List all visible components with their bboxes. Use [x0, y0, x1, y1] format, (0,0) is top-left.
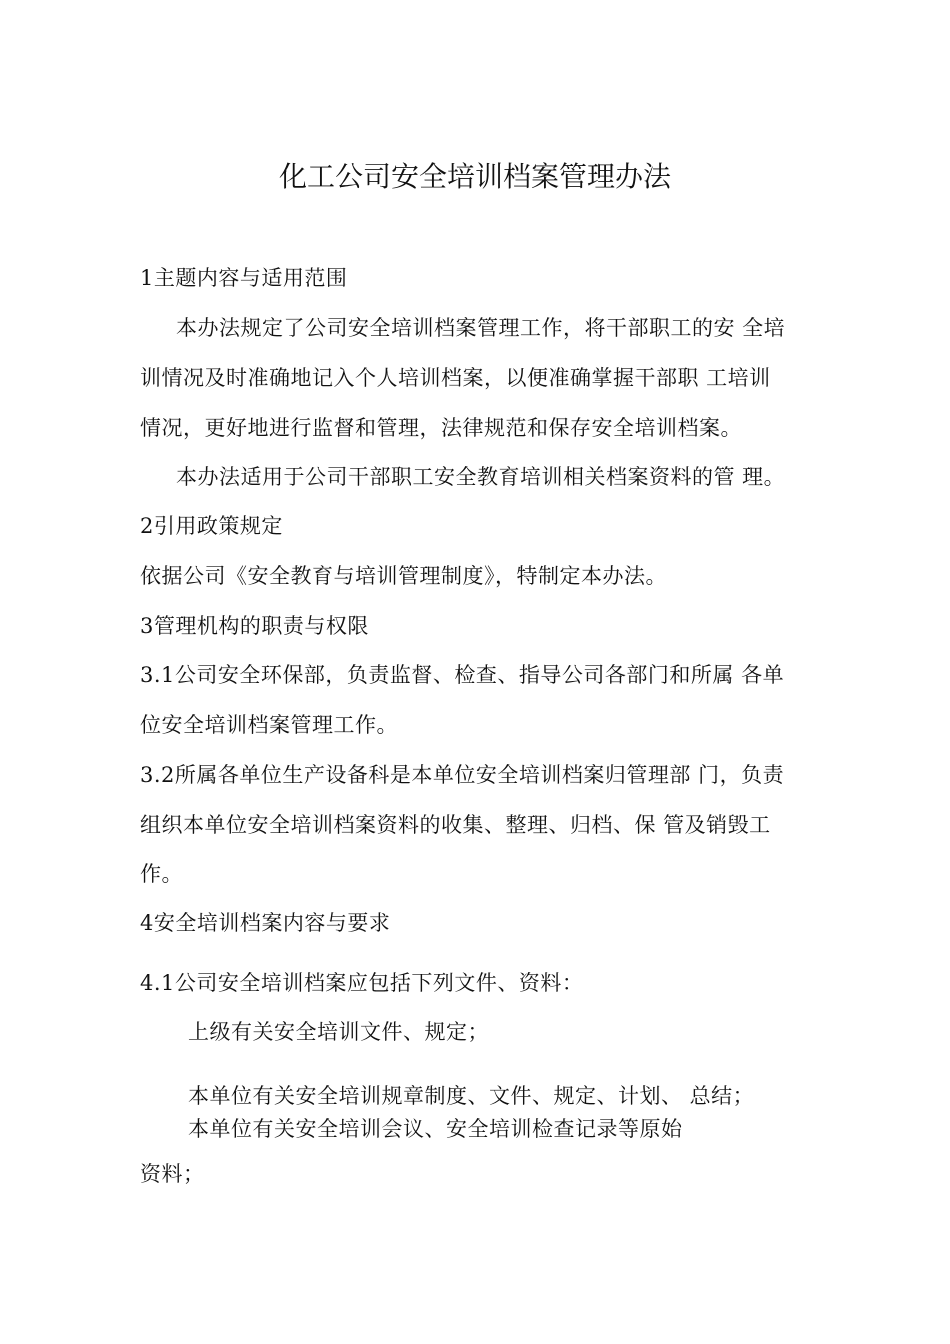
paragraph-line: 本办法规定了公司安全培训档案管理工作，将干部职工的安 全培 — [176, 316, 786, 340]
list-item: 上级有关安全培训文件、规定； — [188, 1020, 489, 1044]
clause-line: 4.1公司安全培训档案应包括下列文件、资料： — [140, 971, 584, 995]
list-item-continuation: 资料； — [140, 1162, 205, 1186]
clause-line: 组织本单位安全培训档案资料的收集、整理、归档、保 管及销毁工 — [140, 813, 771, 837]
clause-line: 3.2所属各单位生产设备科是本单位安全培训档案归管理部 门，负责 — [140, 763, 785, 787]
list-item: 本单位有关安全培训会议、安全培训检查记录等原始 — [188, 1117, 683, 1141]
clause-line: 位安全培训档案管理工作。 — [140, 713, 398, 737]
section-heading-1: 1主题内容与适用范围 — [140, 266, 348, 290]
paragraph-line: 情况，更好地进行监督和管理，法律规范和保存安全培训档案。 — [140, 416, 742, 440]
clause-line: 3.1公司安全环保部，负责监督、检查、指导公司各部门和所属 各单 — [140, 663, 785, 687]
section-heading-4: 4安全培训档案内容与要求 — [140, 911, 391, 935]
document-title: 化工公司安全培训档案管理办法 — [278, 160, 671, 193]
paragraph-line: 依据公司《安全教育与培训管理制度》，特制定本办法。 — [140, 564, 667, 588]
section-heading-3: 3管理机构的职责与权限 — [140, 614, 369, 638]
clause-line: 作。 — [140, 862, 183, 886]
paragraph-line: 训情况及时准确地记入个人培训档案，以便准确掌握干部职 工培训 — [140, 366, 771, 390]
paragraph-line: 本办法适用于公司干部职工安全教育培训相关档案资料的管 理。 — [176, 465, 786, 489]
section-heading-2: 2引用政策规定 — [140, 514, 283, 538]
list-item: 本单位有关安全培训规章制度、文件、规定、计划、 总结； — [188, 1084, 755, 1108]
